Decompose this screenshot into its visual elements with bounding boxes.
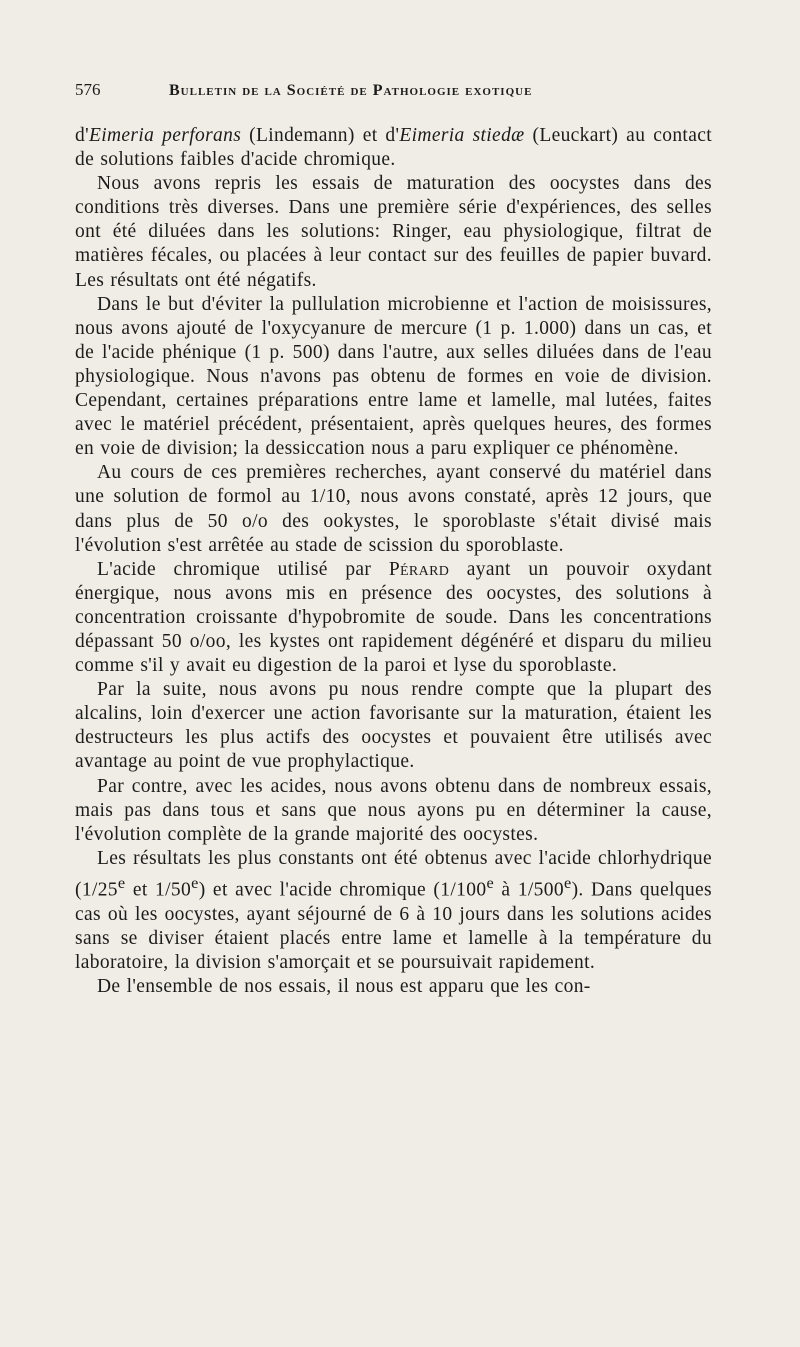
running-header	[75, 78, 725, 102]
paragraph: Par la suite, nous avons pu nous rendre compte que la plupart des alcalins, loin d'exercer une action favorisante sur la maturation, étaient les destructeurs les plus actifs des oocystes et pouvaient être utilisés avec avantage au point de vue prophylactique.	[75, 679, 712, 773]
paragraph: Les résultats les plus constants ont été obtenus avec l'acide chlorhydrique (1/25e et 1/50e) et avec l'acide chromique (1/100e à 1/500e). Dans quelques cas où les oocystes, ayant séjourné de 6 à 10 jours dans les solutions acides sans se diviser étaient placés entre lame et lamelle à la température du laboratoire, la division s'amorçait et se poursuivait rapidement.	[75, 847, 713, 973]
paragraph: Dans le but d'éviter la pullulation microbienne et l'action de moisissures, nous avons ajouté de l'oxycyanure de mercure (1 p. 1.000) dans un cas, et de l'acide phénique (1 p. 500) dans l'autre, aux selles diluées dans de l'eau physiologique. Nous n'avons pas obtenu de formes en voie de division. Cependant, certaines préparations entre lame et lamelle, mal lutées, faites avec le matériel précédent, présentaient, après quelques heures, des formes en voie de division; la dessiccation nous a paru expliquer ce phénomène.	[75, 293, 712, 460]
paragraph: Au cours de ces premières recherches, ayant conservé du matériel dans une solution de formol au 1/10, nous avons constaté, après 12 jours, que dans plus de 50 o/o des ookystes, le sporoblaste s'était divisé mais l'évolution s'est arrêtée au stade de scission du sporoblaste.	[75, 462, 712, 556]
species-name: Eimeria perforans	[88, 125, 242, 146]
paragraph-continued: d'Eimeria perforans (Lindemann) et d'Eimeria stiedæ (Leuckart) au contact de solutions faibles d'acide chromique.	[75, 125, 712, 171]
journal-title: Bulletin de la Société de Pathologie exotique	[169, 82, 533, 99]
paragraph: L'acide chromique utilisé par Pérard ayant un pouvoir oxydant énergique, nous avons mis en présence des oocystes, des solutions à concentration croissante d'hypobromite de soude. Dans les concentrations dépassant 50 o/oo, les kystes ont rapidement dégénéré et disparu du milieu comme s'il y avait eu digestion de la paroi et lyse du sporoblaste.	[75, 558, 713, 677]
species-name: Eimeria stiedæ	[399, 125, 525, 146]
paragraph: De l'ensemble de nos essais, il nous est apparu que les con-	[97, 975, 591, 997]
paragraph: Nous avons repris les essais de maturation des oocystes dans des conditions très diverses. Dans une première série d'expériences, des selles ont été diluées dans les solutions: Ringer, eau physiologique, filtrat de matières fécales, ou placées à leur contact sur des feuilles de papier buvard. Les résultats ont été négatifs.	[75, 173, 712, 291]
author-name: Pérard	[388, 558, 450, 580]
page-number: 576	[75, 80, 101, 99]
paragraph: Par contre, avec les acides, nous avons obtenu dans de nombreux essais, mais pas dans tous et sans que nous ayons pu en déterminer la cause, l'évolution complète de la grande majorité des oocystes.	[75, 775, 712, 845]
article-body	[75, 124, 712, 999]
